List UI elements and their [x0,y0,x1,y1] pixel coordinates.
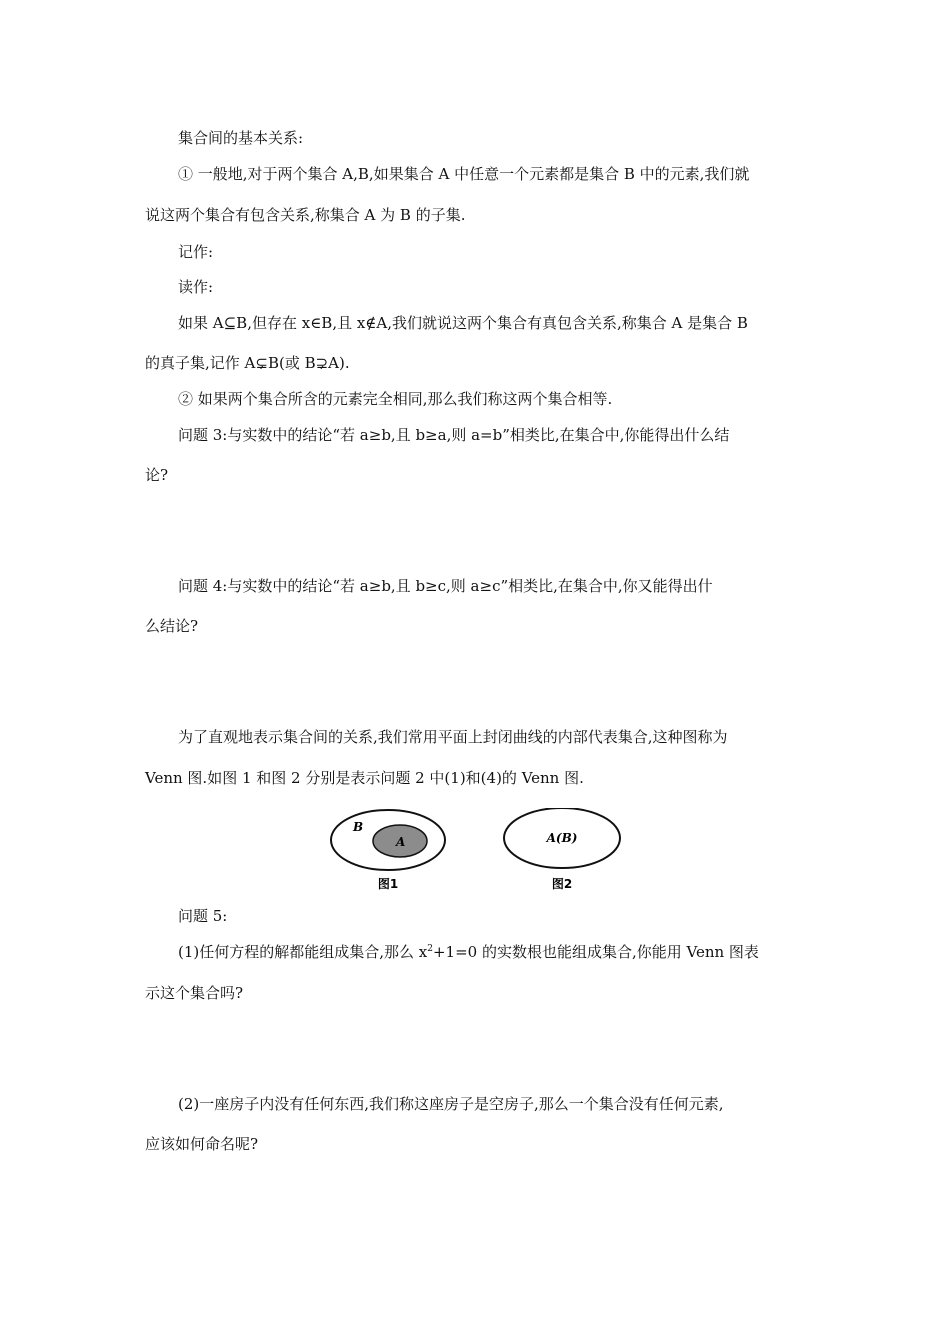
set-b-label: B [353,820,364,834]
question-5-title: 问题 5: [178,907,228,925]
question-4-line1: 问题 4:与实数中的结论“若 a≥b,且 b≥c,则 a≥c”相类比,在集合中,你又能得出什 [178,577,713,595]
definition-subset-line1: ① 一般地,对于两个集合 A,B,如果集合 A 中任意一个元素都是集合 B 中的元素,我们就 [178,165,750,183]
notation-read-label: 读作: [178,278,214,296]
venn-intro-line2: Venn 图.如图 1 和图 2 分别是表示问题 2 中(1)和(4)的 Venn 图. [145,769,584,787]
definition-proper-subset-line2: 的真子集,记作 A⊊B(或 B⊋A). [145,354,350,372]
question-3-line2: 论? [145,466,169,484]
question-3-line1: 问题 3:与实数中的结论“若 a≥b,且 b≥a,则 a=b”相类比,在集合中,你能得出什么结 [178,426,730,444]
venn-figure-1 [331,810,445,891]
exponent: 2 [427,944,433,954]
question-5-part1-text-a: (1)任何方程的解都能组成集合,那么 x [178,943,428,961]
question-5-part1-text-b: +1=0 的实数根也能组成集合,你能用 Venn 图表 [432,943,759,961]
question-5-part1-line1 [178,942,759,962]
question-5-part1-line2: 示这个集合吗? [145,984,244,1002]
set-ab-label: A(B) [546,831,578,845]
question-5-part2-line2: 应该如何命名呢? [145,1135,259,1153]
set-a-label: A [396,835,406,849]
venn-figures [320,808,640,898]
figure-2-caption: 图2 [551,877,573,891]
notation-written-label: 记作: [178,243,214,261]
section-heading: 集合间的基本关系: [178,129,304,147]
venn-intro-line1: 为了直观地表示集合间的关系,我们常用平面上封闭曲线的内部代表集合,这种图称为 [178,728,728,746]
question-4-line2: 么结论? [145,617,199,635]
venn-figure-2 [504,808,620,891]
definition-proper-subset-line1: 如果 A⊆B,但存在 x∈B,且 x∉A,我们就说这两个集合有真包含关系,称集合 A 是集合 B [178,314,748,332]
definition-equal-sets: ② 如果两个集合所含的元素完全相同,那么我们称这两个集合相等. [178,390,613,408]
figure-1-caption: 图1 [377,877,399,891]
definition-subset-line2: 说这两个集合有包含关系,称集合 A 为 B 的子集. [145,206,466,224]
question-5-part2-line1: (2)一座房子内没有任何东西,我们称这座房子是空房子,那么一个集合没有任何元素, [178,1095,724,1113]
